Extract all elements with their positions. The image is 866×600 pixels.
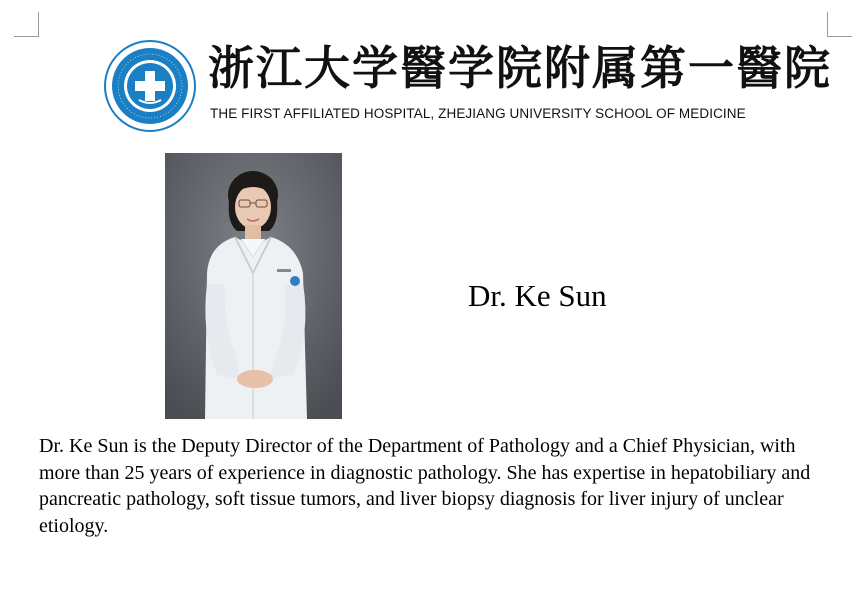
doctor-name: Dr. Ke Sun (468, 278, 607, 313)
crop-mark-top-left (14, 12, 39, 37)
hospital-name-english: THE FIRST AFFILIATED HOSPITAL, ZHEJIANG UNIVERSITY SCHOOL OF MEDICINE (210, 106, 746, 121)
hospital-logo (104, 40, 196, 132)
doctor-portrait (165, 153, 342, 419)
doctor-bio: Dr. Ke Sun is the Deputy Director of the Department of Pathology and a Chief Physician, with more than 25 years of experience in diagnostic pathology. She has expertise in hepatobiliary and pancreatic pathology, soft tissue tumors, and liver biopsy diagnosis for liver injury of unclear etiology. (39, 435, 811, 537)
crop-mark-top-right (827, 12, 852, 37)
hospital-name-chinese: 浙江大学醫学院附属第一醫院 (208, 41, 832, 95)
